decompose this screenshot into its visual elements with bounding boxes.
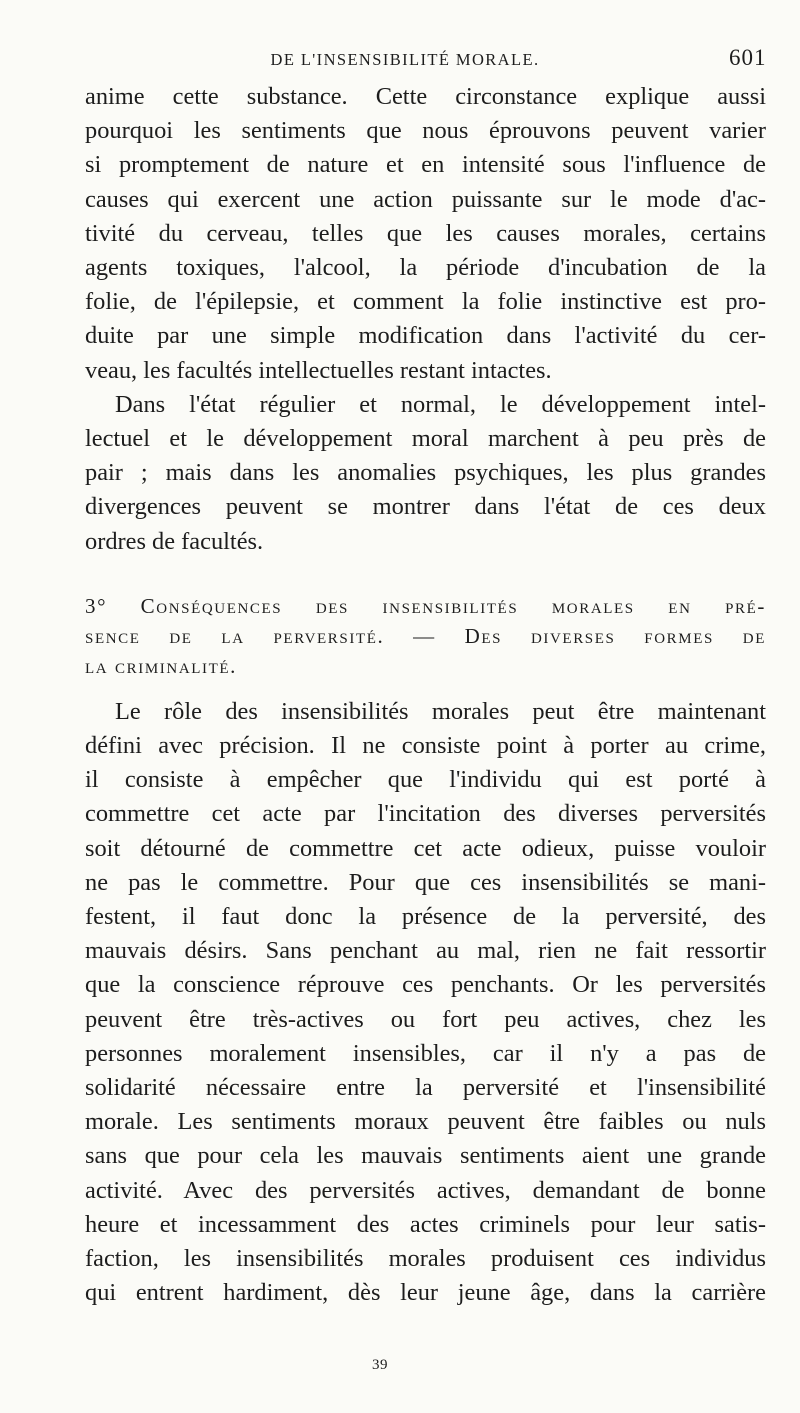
text-line: activité. Avec des perversités actives, demandant de bonne [85, 1176, 766, 1204]
text-line: mauvais désirs. Sans penchant au mal, rien ne fait ressortir [85, 937, 766, 965]
section-heading [85, 591, 766, 681]
text-line: veau, les facultés intellectuelles restant intactes. [85, 356, 552, 384]
text-line: causes qui exercent une action puissante sur le mode d'ac- [85, 185, 766, 213]
text-line: ordres de facultés. [85, 527, 264, 555]
text-line: il consiste à empêcher que l'individu qui est porté à [85, 766, 766, 794]
paragraph-role-of-insensibilities [85, 695, 766, 1311]
text-line: Le rôle des insensibilités morales peut être maintenant [115, 697, 766, 725]
text-line: tivité du cerveau, telles que les causes morales, certains [85, 219, 766, 247]
heading-line: 3° Conséquences des insensibilités morales en pré- [85, 593, 766, 618]
text-line: Dans l'état régulier et normal, le développement intel- [115, 390, 766, 418]
text-line: qui entrent hardiment, dès leur jeune âge, dans la carrière [85, 1279, 766, 1307]
text-line: lectuel et le développement moral marchent à peu près de [85, 425, 766, 453]
text-line: morale. Les sentiments moraux peuvent être faibles ou nuls [85, 1108, 766, 1136]
text-line: divergences peuvent se montrer dans l'état de ces deux [85, 493, 766, 521]
text-line: solidarité nécessaire entre la perversité et l'insensibilité [85, 1074, 766, 1102]
text-line: ne pas le commettre. Pour que ces insensibilités se mani- [85, 868, 766, 896]
text-line: personnes moralement insensibles, car il n'y a pas de [85, 1039, 766, 1067]
signature-mark: 39 [372, 1357, 388, 1373]
text-line: soit détourné de commettre cet acte odieux, puisse vouloir [85, 834, 766, 862]
text-line: si promptement de nature et en intensité sous l'influence de [85, 151, 766, 179]
page-number: 601 [729, 45, 767, 70]
text-line: heure et incessamment des actes criminels pour leur satis- [85, 1210, 766, 1238]
text-line: faction, les insensibilités morales produisent ces individus [85, 1245, 766, 1273]
text-line: sans que pour cela les mauvais sentiments aient une grande [85, 1142, 766, 1170]
text-line: que la conscience réprouve ces penchants. Or les perversités [85, 971, 766, 999]
paragraph-normal-state [85, 388, 766, 559]
text-line: festent, il faut donc la présence de la perversité, des [85, 903, 766, 931]
paragraph-substance [85, 80, 766, 388]
text-line: folie, de l'épilepsie, et comment la folie instinctive est pro- [85, 288, 766, 316]
text-line: agents toxiques, l'alcool, la période d'incubation de la [85, 254, 766, 282]
text-line: défini avec précision. Il ne consiste point à porter au crime, [85, 732, 766, 760]
text-line: commettre cet acte par l'incitation des diverses perversités [85, 800, 766, 828]
text-line: pair ; mais dans les anomalies psychiques, les plus grandes [85, 459, 766, 487]
text-line: pourquoi les sentiments que nous éprouvons peuvent varier [85, 117, 766, 145]
heading-line: la criminalité. [85, 653, 237, 678]
text-line: peuvent être très-actives ou fort peu actives, chez les [85, 1005, 766, 1033]
text-line: duite par une simple modification dans l'activité du cer- [85, 322, 766, 350]
heading-line: sence de la perversité. — Des diverses formes de [85, 623, 766, 648]
body-text [85, 80, 766, 1311]
text-line: anime cette substance. Cette circonstance explique aussi [85, 83, 766, 110]
running-title: DE L'INSENSIBILITÉ MORALE. [270, 50, 540, 69]
